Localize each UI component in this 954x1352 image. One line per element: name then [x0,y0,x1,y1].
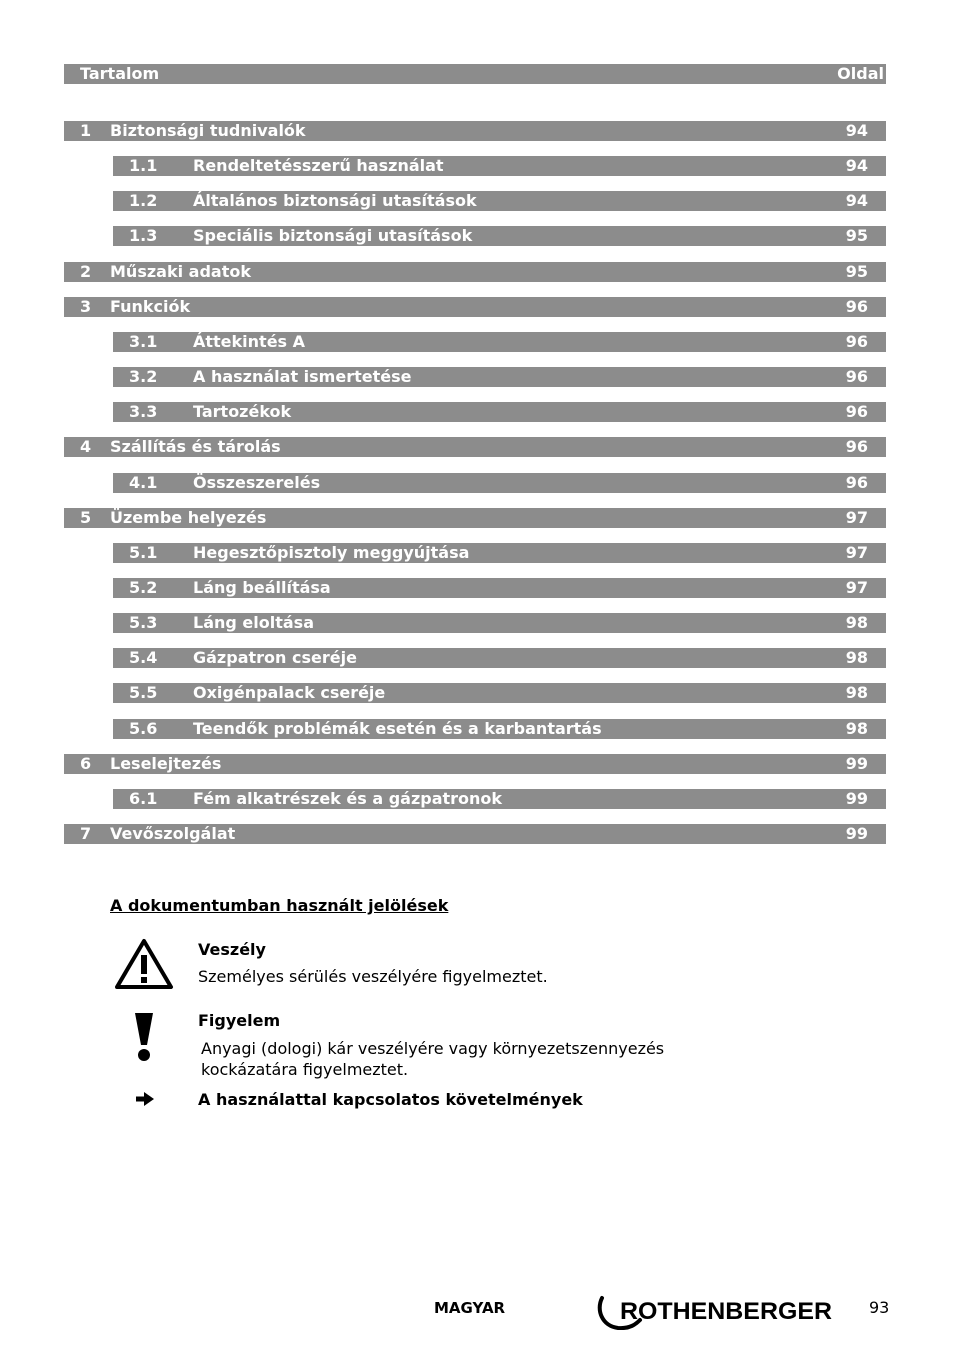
toc-entry-title: Oxigénpalack cseréje [193,683,386,702]
toc-entry-title: Szállítás és tárolás [110,437,281,456]
toc-entry-page: 98 [845,719,868,738]
toc-entry-number: 1 [80,121,92,140]
rothenberger-logo [596,1294,836,1330]
toc-entry-title: Speciális biztonsági utasítások [193,226,473,245]
toc-entry-page: 96 [845,367,868,386]
toc-section[interactable] [113,226,886,246]
toc-section[interactable] [113,613,886,633]
legend-heading: A dokumentumban használt jelölések [110,896,449,915]
toc-entry-number: 6 [80,754,92,773]
caution-text-line2: kockázatára figyelmeztet. [201,1060,409,1079]
toc-section[interactable] [113,719,886,739]
danger-title: Veszély [198,940,266,959]
toc-entry-title: Funkciók [110,297,191,316]
toc-chapter[interactable] [64,508,886,528]
toc-chapter[interactable] [64,437,886,457]
toc-entry-title: Gázpatron cseréje [193,648,357,667]
toc-chapter[interactable] [64,754,886,774]
toc-chapter[interactable] [64,824,886,844]
toc-header-title: Tartalom [80,64,160,83]
toc-entry-page: 96 [845,297,868,316]
toc-entry-page: 97 [845,578,868,597]
page-number: 93 [869,1298,890,1317]
warning-triangle-icon [114,937,174,991]
toc-entry-page: 98 [845,648,868,667]
toc-entry-title: Tartozékok [193,402,292,421]
toc-entry-number: 5 [80,508,92,527]
toc-entry-number: 2 [80,262,92,281]
toc-entry-page: 99 [845,754,868,773]
toc-section[interactable] [113,648,886,668]
toc-entry-number: 1.3 [129,226,158,245]
toc-entry-number: 6.1 [129,789,158,808]
toc-entry-number: 1.2 [129,191,158,210]
toc-entry-title: Teendők problémák esetén és a karbantartás [193,719,602,738]
toc-entry-page: 96 [845,437,868,456]
exclamation-icon [132,1011,156,1063]
toc-entry-page: 98 [845,683,868,702]
toc-section[interactable] [113,402,886,422]
toc-section[interactable] [113,191,886,211]
toc-entry-number: 5.1 [129,543,158,562]
toc-entry-page: 94 [845,121,868,140]
toc-section[interactable] [113,473,886,493]
toc-section[interactable] [113,156,886,176]
toc-entry-title: Üzembe helyezés [110,508,267,527]
toc-entry-number: 5.3 [129,613,158,632]
toc-chapter[interactable] [64,297,886,317]
requirement-title: A használattal kapcsolatos követelmények [198,1090,583,1109]
danger-text: Személyes sérülés veszélyére figyelmeztet. [198,967,548,986]
toc-entry-title: Fém alkatrészek és a gázpatronok [193,789,503,808]
toc-entry-title: Általános biztonsági utasítások [193,191,477,210]
toc-entry-page: 96 [845,402,868,421]
toc-entry-number: 1.1 [129,156,158,175]
toc-section[interactable] [113,683,886,703]
toc-entry-number: 4 [80,437,92,456]
toc-entry-number: 3.2 [129,367,158,386]
toc-chapter[interactable] [64,262,886,282]
brand-wordmark: ROTHENBERGER [620,1298,832,1325]
toc-entry-number: 5.2 [129,578,158,597]
caution-title: Figyelem [198,1011,281,1030]
toc-entry-number: 3 [80,297,92,316]
arrow-right-icon [136,1092,154,1106]
toc-entry-title: Áttekintés A [193,332,306,351]
toc-entry-title: A használat ismertetése [193,367,412,386]
toc-header-page-label: Oldal [837,64,884,83]
footer-language: MAGYAR [434,1299,506,1317]
toc-entry-number: 5.5 [129,683,158,702]
toc-header [64,64,886,84]
toc-entry-page: 99 [845,824,868,843]
toc-entry-title: Összeszerelés [193,473,321,492]
toc-section[interactable] [113,789,886,809]
toc-entry-title: Hegesztőpisztoly meggyújtása [193,543,470,562]
toc-entry-page: 95 [845,226,868,245]
toc-entry-page: 96 [845,332,868,351]
toc-entry-title: Műszaki adatok [110,262,251,281]
toc-entry-number: 3.3 [129,402,158,421]
toc-entry-page: 95 [845,262,868,281]
toc-entry-number: 5.6 [129,719,158,738]
toc-entry-page: 94 [845,191,868,210]
toc-section[interactable] [113,578,886,598]
toc-entry-title: Leselejtezés [110,754,222,773]
toc-section[interactable] [113,367,886,387]
toc-section[interactable] [113,332,886,352]
toc-section[interactable] [113,543,886,563]
toc-entry-number: 3.1 [129,332,158,351]
caution-text-line1: Anyagi (dologi) kár veszélyére vagy környezetszennyezés [201,1039,665,1058]
toc-entry-page: 98 [845,613,868,632]
toc-entry-title: Rendeltetésszerű használat [193,156,444,175]
toc-entry-page: 97 [845,508,868,527]
toc-entry-page: 99 [845,789,868,808]
toc-entry-page: 97 [845,543,868,562]
toc-entry-page: 96 [845,473,868,492]
toc-entry-number: 5.4 [129,648,158,667]
toc-entry-title: Vevőszolgálat [110,824,236,843]
toc-entry-number: 4.1 [129,473,158,492]
toc-entry-title: Láng eloltása [193,613,314,632]
toc-entry-title: Láng beállítása [193,578,331,597]
toc-entry-title: Biztonsági tudnivalók [110,121,306,140]
toc-entry-page: 94 [845,156,868,175]
toc-entry-number: 7 [80,824,92,843]
toc-chapter[interactable] [64,121,886,141]
